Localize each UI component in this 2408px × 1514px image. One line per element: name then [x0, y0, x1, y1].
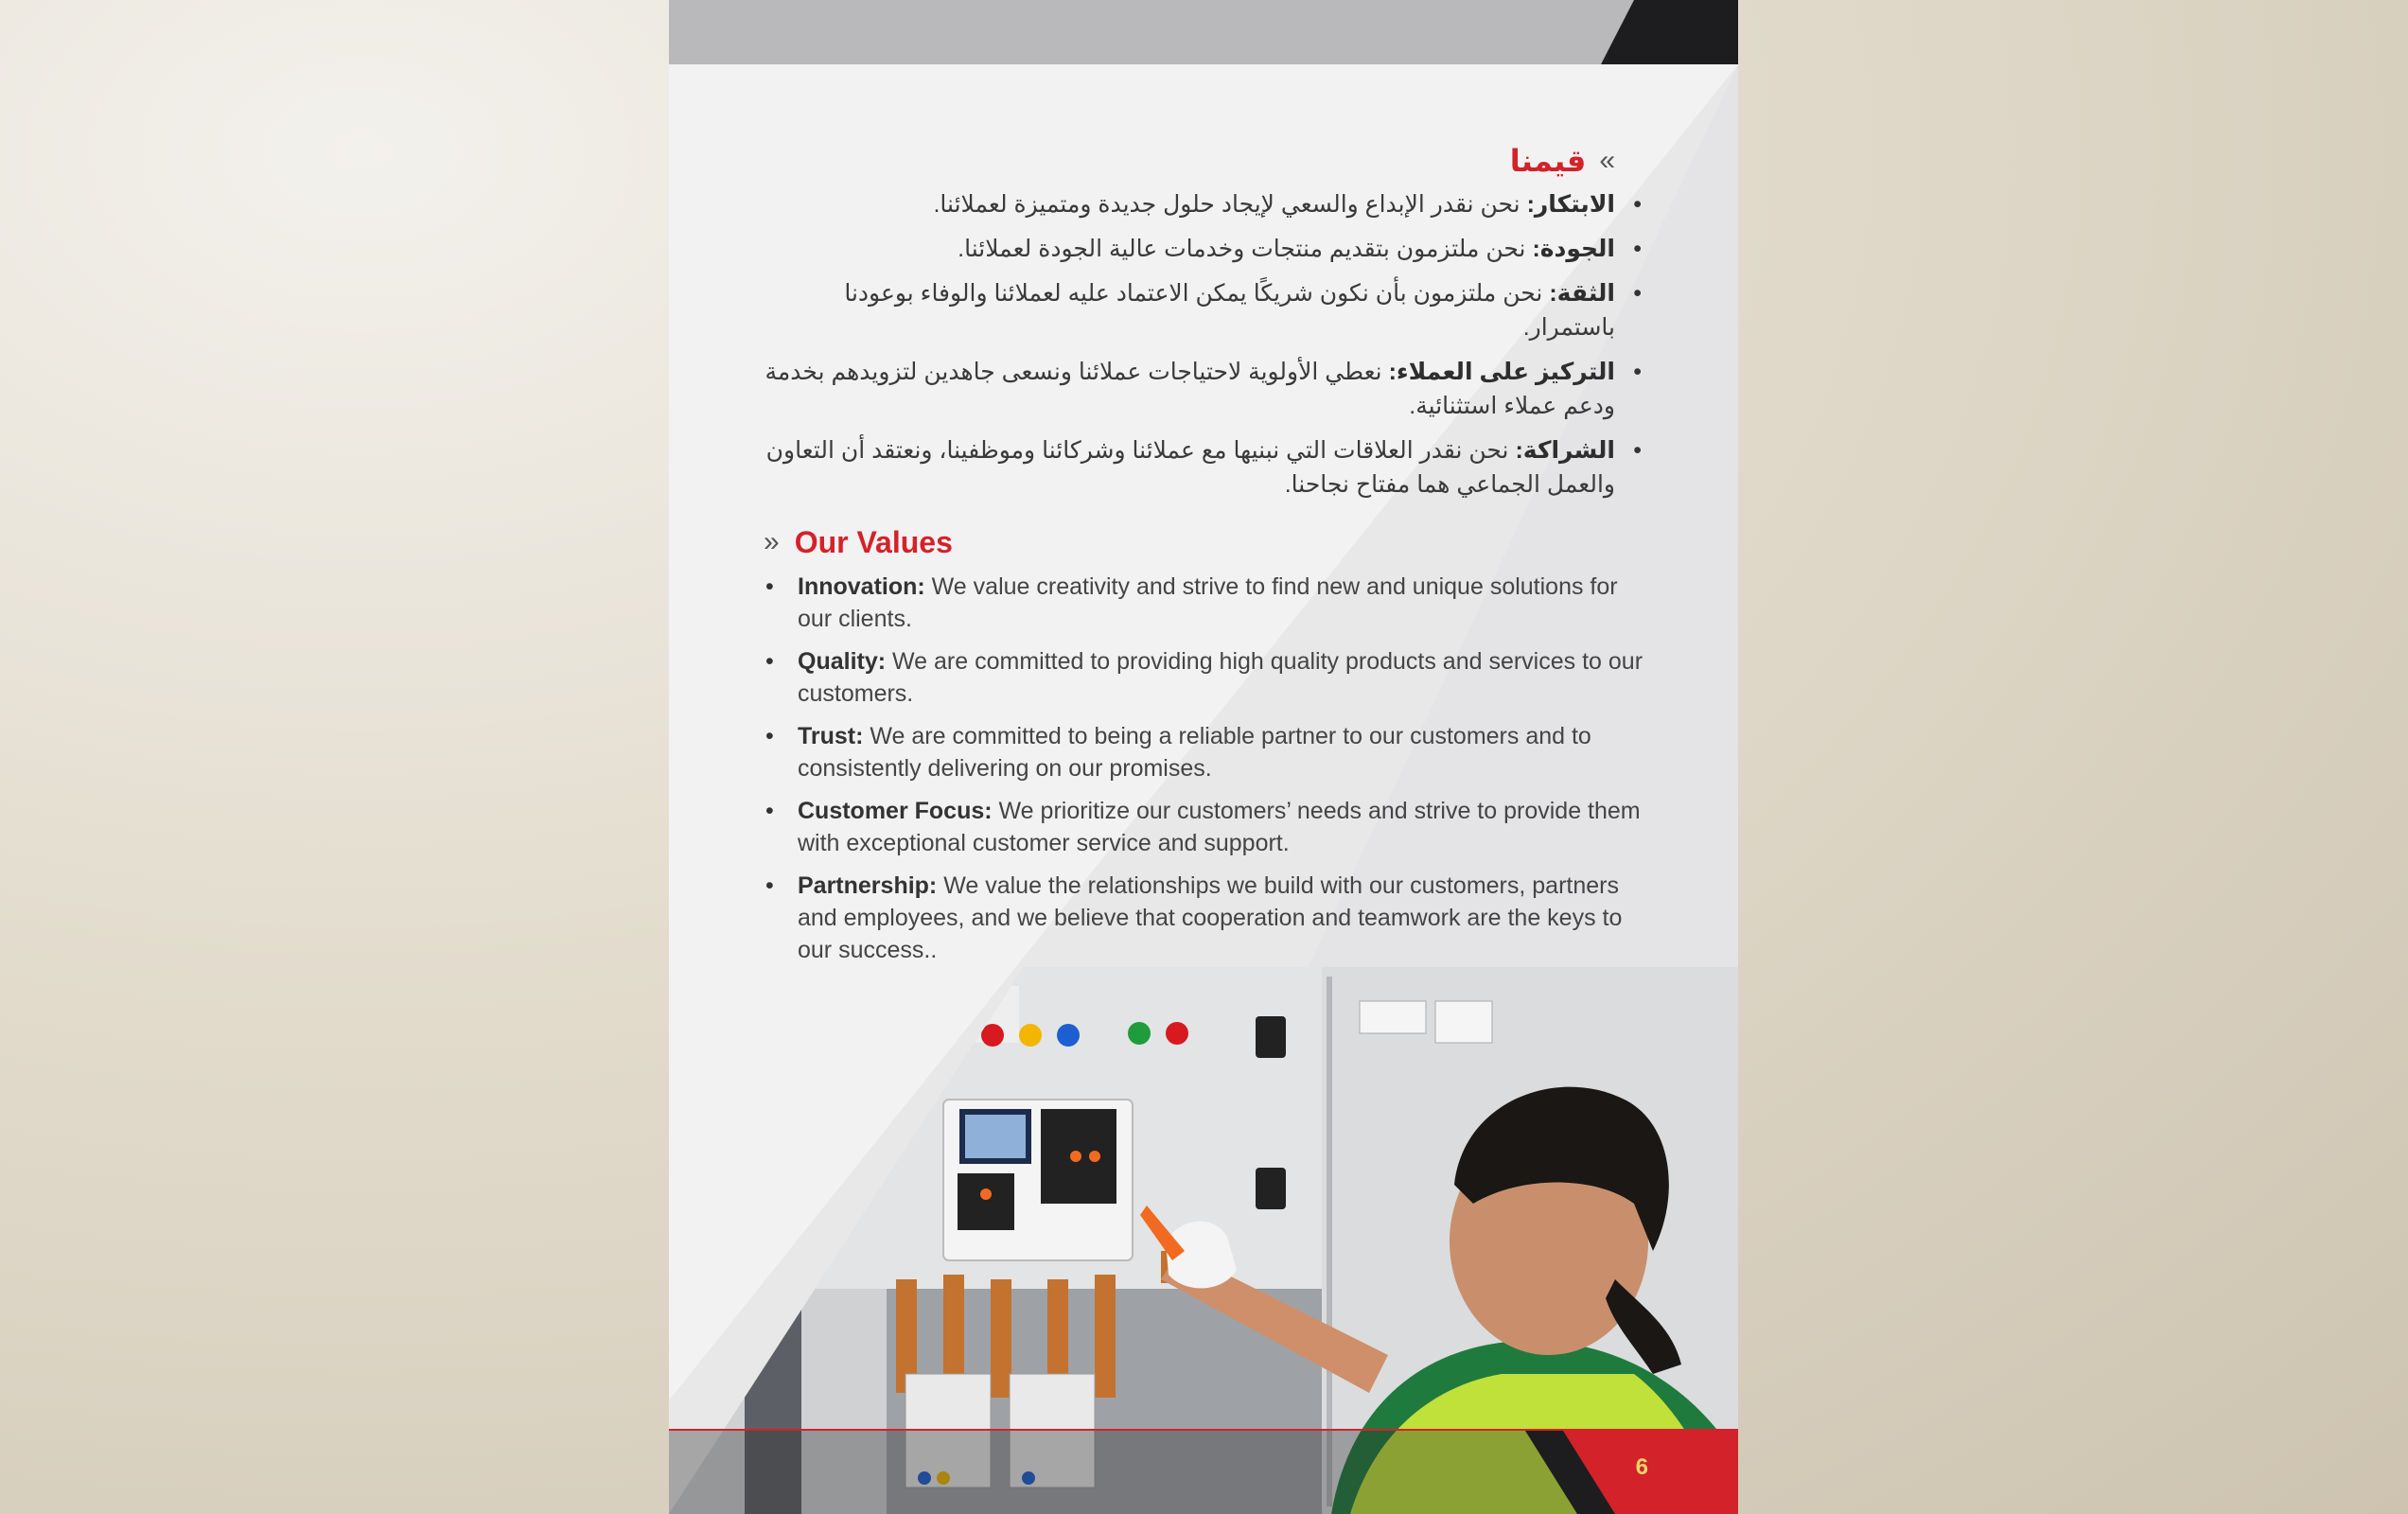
list-item	[764, 355, 1615, 423]
english-heading	[764, 523, 1710, 561]
chevron-icon: »	[1599, 145, 1615, 176]
item-term: الشراكة:	[1515, 437, 1615, 464]
arabic-values-list	[764, 187, 1615, 502]
english-heading-text: Our Values	[794, 525, 953, 559]
item-term: Quality:	[798, 648, 887, 675]
chevron-icon: »	[764, 526, 780, 557]
item-text: نحن نقدر الإبداع والسعي لإيجاد حلول جديدة ومتميزة لعملائنا.	[933, 191, 1527, 218]
item-text: We are committed to providing high quality products and services to our customers.	[798, 648, 1643, 707]
item-term: Partnership:	[798, 872, 938, 899]
item-term: Innovation:	[798, 573, 925, 600]
item-text: We value creativity and strive to find new and unique solutions for our clients.	[798, 573, 1618, 632]
item-text: نحن نقدر العلاقات التي نبنيها مع عملائنا وشركائنا وموظفينا، ونعتقد أن التعاون والعمل الجماعي هما مفتاح نجاحنا.	[765, 437, 1615, 498]
english-values-section	[764, 523, 1710, 977]
brochure-page	[669, 0, 1738, 1514]
footer-band	[669, 1429, 1738, 1514]
item-text: نحن ملتزمون بأن نكون شريكًا يمكن الاعتماد عليه لعملائنا والوفاء بوعودنا باستمرار.	[844, 280, 1615, 341]
list-item	[798, 870, 1649, 966]
arabic-heading	[764, 142, 1615, 180]
item-term: الجودة:	[1532, 236, 1615, 262]
item-term: التركيز على العملاء:	[1388, 359, 1615, 385]
list-item	[764, 433, 1615, 502]
item-text: نعطي الأولوية لاحتياجات عملائنا ونسعى جاهدين لتزويدهم بخدمة ودعم عملاء استثنائية.	[765, 359, 1615, 419]
item-term: الابتكار:	[1526, 191, 1615, 218]
list-item	[798, 795, 1649, 859]
item-term: الثقة:	[1549, 280, 1615, 307]
arabic-values-section	[764, 142, 1615, 512]
item-term: Customer Focus:	[798, 798, 993, 824]
english-values-list	[798, 571, 1649, 966]
item-text: We prioritize our customers’ needs and strive to provide them with exceptional customer service and support.	[798, 798, 1641, 856]
list-item	[764, 187, 1615, 221]
arabic-heading-text: قيمنا	[1509, 144, 1587, 178]
item-text: We are committed to being a reliable partner to our customers and to consistently delivering on our promises.	[798, 723, 1591, 782]
list-item	[798, 720, 1649, 784]
item-text: نحن ملتزمون بتقديم منتجات وخدمات عالية الجودة لعملائنا.	[958, 236, 1533, 262]
list-item	[798, 645, 1649, 710]
header-band	[669, 0, 1738, 64]
item-text: We value the relationships we build with our customers, partners and employees, and we believe that cooperation and teamwork are the keys to our success..	[798, 872, 1623, 963]
item-term: Trust:	[798, 723, 864, 749]
page-number: 6	[1635, 1454, 1648, 1480]
list-item	[764, 276, 1615, 344]
list-item	[764, 232, 1615, 266]
list-item	[798, 571, 1649, 635]
